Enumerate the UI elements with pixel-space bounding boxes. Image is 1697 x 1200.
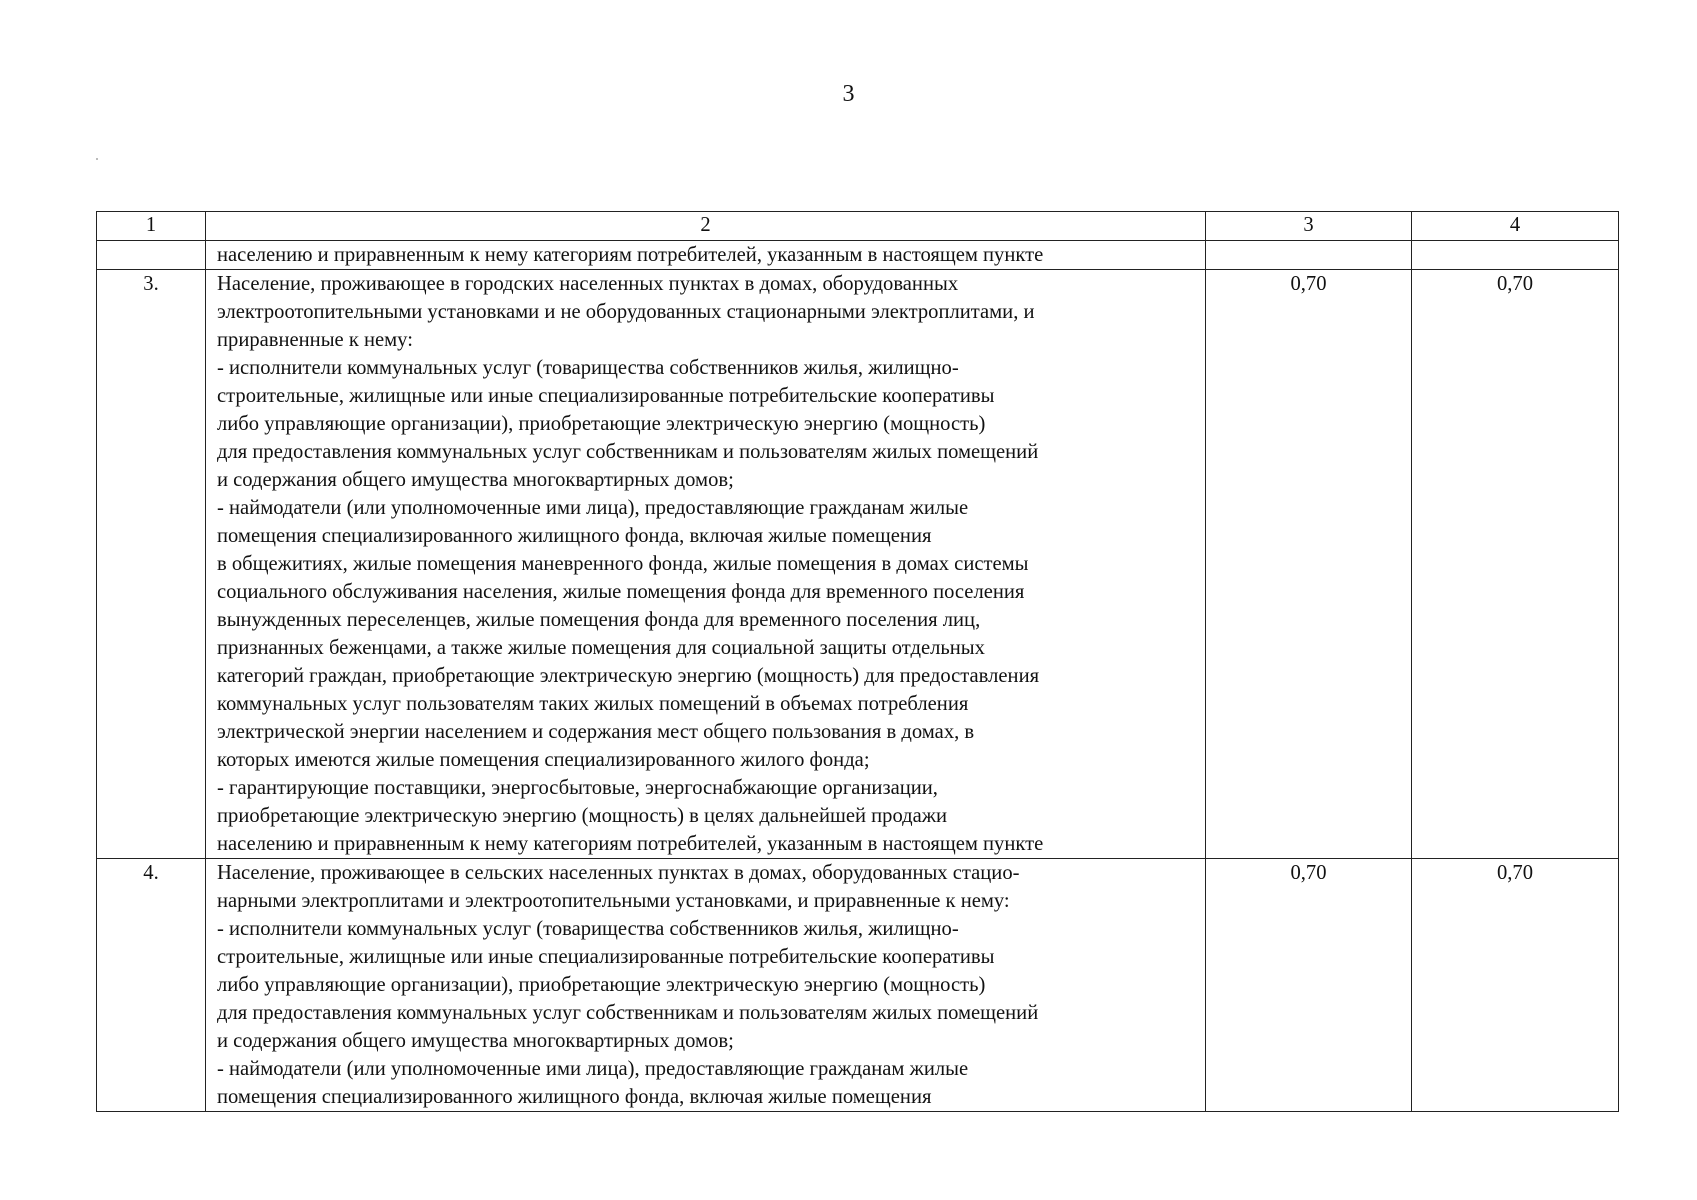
- table-row: [97, 270, 1619, 859]
- tariff-table: [96, 211, 1619, 1112]
- description-line: населению и приравненным к нему категориям потребителей, указанным в настоящем пункте: [217, 244, 1044, 266]
- description-line: строительные, жилищные или иные специализированные потребительские кооперативы: [217, 385, 995, 407]
- description-line: и содержания общего имущества многоквартирных домов;: [217, 1030, 734, 1052]
- row-number: 3.: [97, 270, 206, 859]
- description-line: Население, проживающее в городских населенных пунктах в домах, оборудованных: [217, 273, 959, 295]
- column-header-2: 2: [206, 212, 1206, 241]
- description-line: которых имеются жилые помещения специализированного жилого фонда;: [217, 749, 870, 771]
- description-line: вынужденных переселенцев, жилые помещения фонда для временного поселения лиц,: [217, 609, 981, 631]
- description-line: - наймодатели (или уполномоченные ими лица), предоставляющие гражданам жилые: [217, 1058, 969, 1080]
- description-line: нарными электроплитами и электроотопительными установками, и приравненные к нему:: [217, 890, 1010, 912]
- description-line: Население, проживающее в сельских населенных пунктах в домах, оборудованных стацио-: [217, 862, 1020, 884]
- description-line: признанных беженцами, а также жилые помещения для социальной защиты отдельных: [217, 637, 985, 659]
- row-number: 4.: [97, 859, 206, 1112]
- description-line: - наймодатели (или уполномоченные ими лица), предоставляющие гражданам жилые: [217, 497, 969, 519]
- description-line: помещения специализированного жилищного фонда, включая жилые помещения: [217, 1086, 932, 1108]
- description-line: помещения специализированного жилищного фонда, включая жилые помещения: [217, 525, 932, 547]
- description-line: электроотопительными установками и не оборудованных стационарными электроплитами, и: [217, 301, 1035, 323]
- description-line: категорий граждан, приобретающие электрическую энергию (мощность) для предоставления: [217, 665, 1040, 687]
- table-body: [97, 241, 1619, 1112]
- row-value-col3: 0,70: [1206, 859, 1412, 1112]
- description-line: социального обслуживания населения, жилые помещения фонда для временного поселения: [217, 581, 1025, 603]
- description-line: для предоставления коммунальных услуг собственникам и пользователям жилых помещений: [217, 441, 1039, 463]
- scan-speck: [96, 158, 98, 160]
- description-line: населению и приравненным к нему категориям потребителей, указанным в настоящем пункте: [217, 833, 1044, 855]
- description-line: приравненные к нему:: [217, 329, 413, 351]
- table-row: [97, 241, 1619, 270]
- row-description: [206, 859, 1206, 1112]
- page-number: 3: [842, 81, 855, 107]
- description-line: строительные, жилищные или иные специализированные потребительские кооперативы: [217, 946, 995, 968]
- row-value-col4: [1412, 241, 1619, 270]
- row-value-col3: [1206, 241, 1412, 270]
- table-row: [97, 859, 1619, 1112]
- row-value-col3: 0,70: [1206, 270, 1412, 859]
- column-header-3: 3: [1206, 212, 1412, 241]
- table-header-row: [97, 212, 1619, 241]
- row-description: [206, 270, 1206, 859]
- description-line: для предоставления коммунальных услуг собственникам и пользователям жилых помещений: [217, 1002, 1039, 1024]
- row-number: [97, 241, 206, 270]
- description-line: коммунальных услуг пользователям таких жилых помещений в объемах потребления: [217, 693, 969, 715]
- description-line: приобретающие электрическую энергию (мощность) в целях дальнейшей продажи: [217, 805, 948, 827]
- description-line: либо управляющие организации), приобретающие электрическую энергию (мощность): [217, 413, 986, 435]
- row-value-col4: 0,70: [1412, 859, 1619, 1112]
- description-line: в общежитиях, жилые помещения маневренного фонда, жилые помещения в домах системы: [217, 553, 1029, 575]
- description-line: - исполнители коммунальных услуг (товарищества собственников жилья, жилищно-: [217, 918, 959, 940]
- description-line: и содержания общего имущества многоквартирных домов;: [217, 469, 734, 491]
- description-line: - исполнители коммунальных услуг (товарищества собственников жилья, жилищно-: [217, 357, 959, 379]
- column-header-4: 4: [1412, 212, 1619, 241]
- column-header-1: 1: [97, 212, 206, 241]
- description-line: - гарантирующие поставщики, энергосбытовые, энергоснабжающие организации,: [217, 777, 938, 799]
- row-description: [206, 241, 1206, 270]
- description-line: либо управляющие организации), приобретающие электрическую энергию (мощность): [217, 974, 986, 996]
- description-line: электрической энергии населением и содержания мест общего пользования в домах, в: [217, 721, 975, 743]
- row-value-col4: 0,70: [1412, 270, 1619, 859]
